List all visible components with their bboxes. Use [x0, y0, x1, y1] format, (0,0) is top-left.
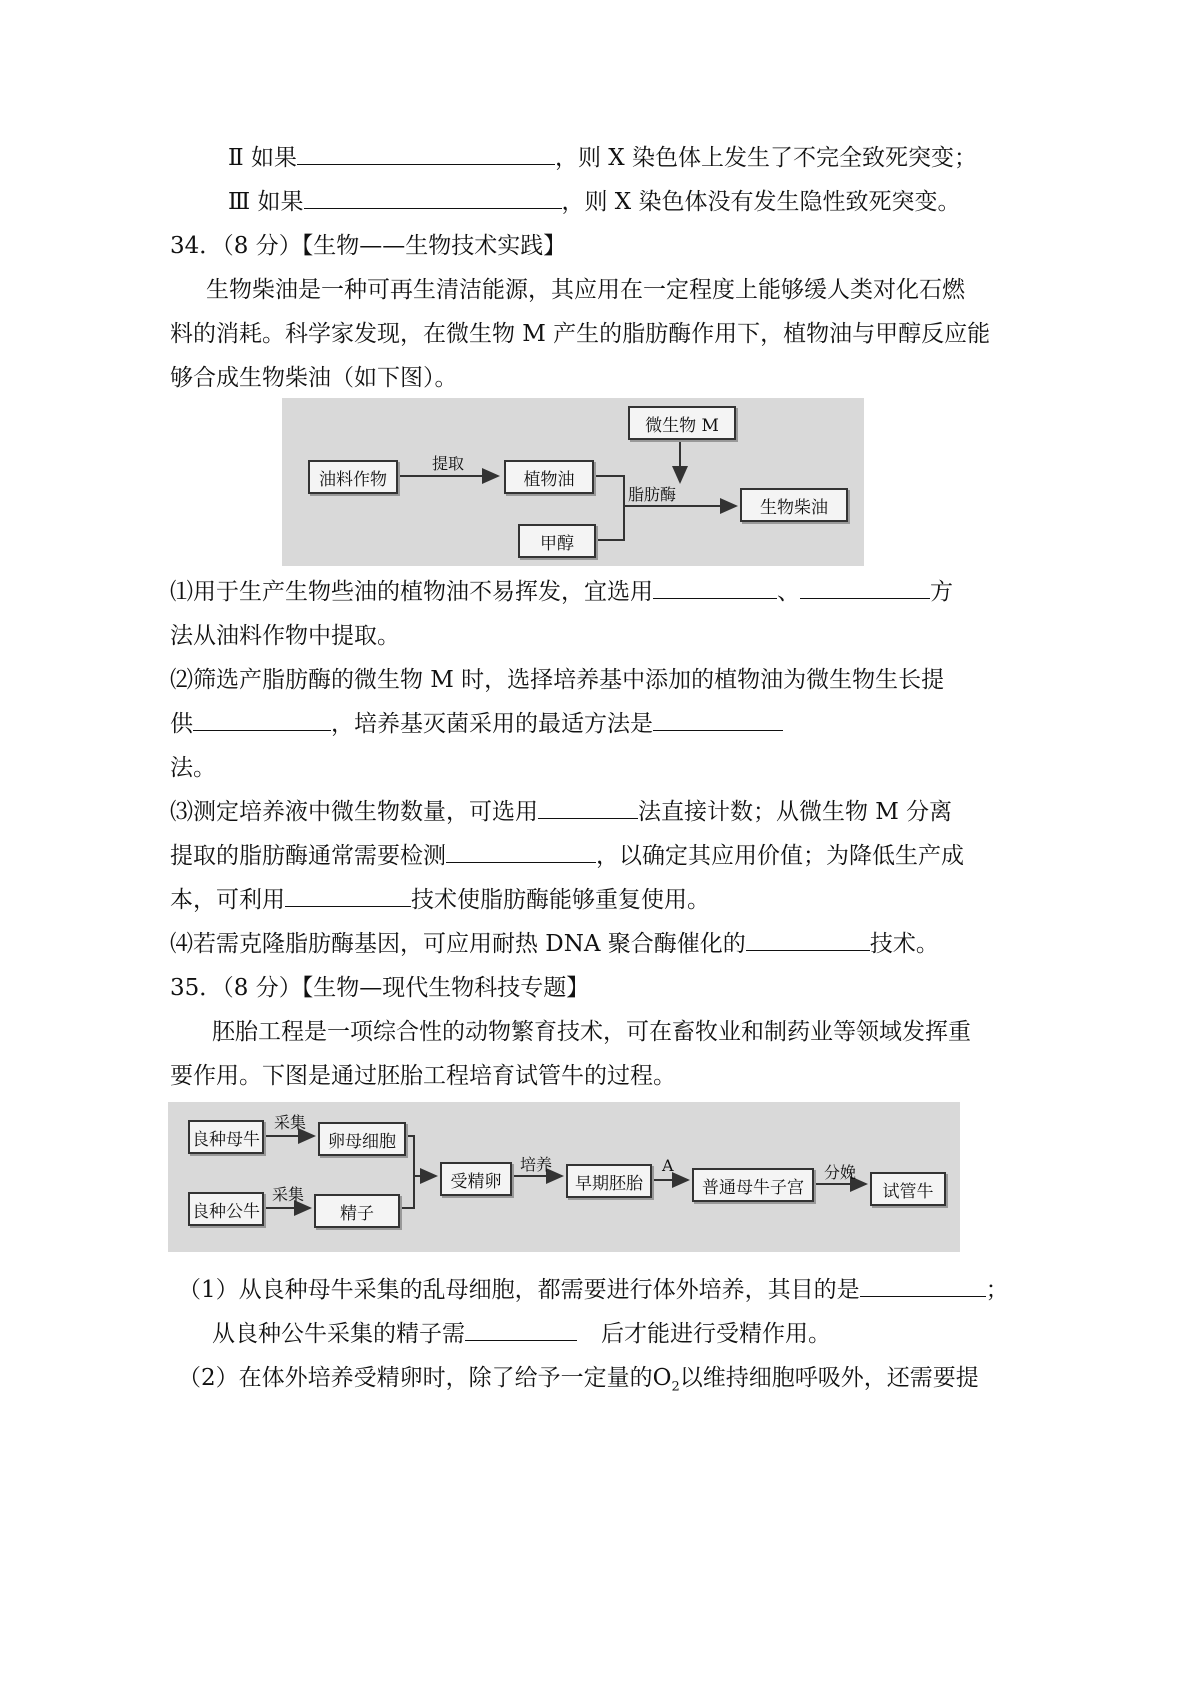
q33-line2-suffix: ，则 X 染色体上发生了不完全致死突变； [554, 145, 977, 171]
q35-q1-text-c: 从良种公牛采集的精子需 [212, 1321, 465, 1347]
q34-intro-3: 够合成生物柴油（如下图）。 [170, 365, 458, 391]
q35-q1-text-a: （1）从良种母牛采集的乱母细胞，都需要进行体外培养，其目的是 [178, 1277, 860, 1303]
node-zygote: 受精卵 [440, 1162, 512, 1196]
biodiesel-diagram [282, 398, 864, 566]
node-elite-bull: 良种公牛 [188, 1192, 264, 1226]
answer-blank[interactable] [746, 928, 870, 951]
q34-sub4 [170, 928, 939, 960]
q34-heading: 34．（8 分）【生物——生物技术实践】 [170, 233, 567, 259]
answer-blank[interactable] [538, 796, 638, 819]
q34-q3-text-b: 法直接计数；从微生物 M 分离 [638, 799, 953, 825]
q34-sub3-line2 [170, 840, 964, 872]
q35-q1-text-b: ； [985, 1277, 1009, 1303]
node-microbe-m: 微生物 M [628, 406, 736, 440]
node-methanol: 甲醇 [518, 524, 596, 558]
node-oil-crop: 油料作物 [308, 460, 398, 494]
answer-blank[interactable] [446, 840, 596, 863]
label-extract: 提取 [432, 454, 465, 473]
q34-sub1-line1 [170, 576, 953, 608]
oxygen-subscript: 2 [671, 1379, 680, 1395]
q34-intro-2: 料的消耗。科学家发现，在微生物 M 产生的脂肪酶作用下，植物油与甲醇反应能 [170, 321, 991, 347]
q33-line-3 [228, 186, 961, 218]
node-biodiesel: 生物柴油 [740, 488, 848, 522]
label-culture: 培养 [520, 1155, 553, 1174]
q34-q2-mid: ，培养基灭菌采用的最适方法是 [331, 711, 653, 737]
node-early-embryo: 早期胚胎 [566, 1164, 652, 1198]
q33-line-2 [228, 142, 977, 174]
oxygen-symbol: O [652, 1365, 672, 1391]
answer-blank[interactable] [193, 708, 331, 731]
q34-sub3-line1 [170, 796, 952, 828]
answer-blank[interactable] [465, 1318, 577, 1341]
node-test-tube-calf: 试管牛 [870, 1172, 946, 1206]
node-elite-cow: 良种母牛 [188, 1120, 264, 1154]
q35-q1-text-d: 后才能进行受精作用。 [601, 1321, 831, 1347]
q34-q4-text-a: ⑷若需克隆脂肪酶基因，可应用耐热 DNA 聚合酶催化的 [170, 931, 746, 957]
q34-q3-text-d: ，以确定其应用价值；为降低生产成 [596, 843, 964, 869]
q34-sub2-line1: ⑵筛选产脂肪酶的微生物 M 时，选择培养基中添加的植物油为微生物生长提 [170, 667, 945, 693]
q34-q3-text-e: 本，可利用 [170, 887, 285, 913]
merge-bracket [594, 476, 624, 540]
label-collect-egg: 采集 [274, 1113, 307, 1132]
q34-q2-prefix: 供 [170, 711, 193, 737]
q34-q1-tail: 方 [930, 579, 953, 605]
q34-intro-1: 生物柴油是一种可再生清洁能源，其应用在一定程度上能够缓人类对化石燃 [206, 277, 965, 303]
q34-q4-text-b: 技术。 [869, 931, 939, 957]
q35-sub1-line1 [178, 1274, 1009, 1306]
node-vegetable-oil: 植物油 [504, 460, 594, 494]
q34-q3-text-c: 提取的脂肪酶通常需要检测 [170, 843, 446, 869]
q35-q2-text-b: 以维持细胞呼吸外，还需要提 [679, 1365, 979, 1391]
node-recipient-uterus: 普通母牛子宫 [692, 1168, 814, 1202]
label-step-a: A [662, 1156, 674, 1175]
node-sperm: 精子 [314, 1194, 400, 1228]
q35-q2-text-a: （2）在体外培养受精卵时，除了给予一定量的 [178, 1365, 653, 1391]
q33-line3-prefix: Ⅲ 如果 [228, 189, 304, 215]
label-lipase: 脂肪酶 [628, 485, 677, 504]
q33-line2-prefix: Ⅱ 如果 [228, 145, 297, 171]
answer-blank[interactable] [860, 1274, 986, 1297]
q33-line3-suffix: ，则 X 染色体没有发生隐性致死突变。 [561, 189, 961, 215]
answer-blank[interactable] [653, 708, 783, 731]
q34-q3-text-a: ⑶测定培养液中微生物数量，可选用 [170, 799, 538, 825]
q34-q1-text: ⑴用于生产生物些油的植物油不易挥发，宜选用 [170, 579, 653, 605]
q34-sub2-line2 [170, 708, 783, 740]
q34-sub1-line2: 法从油料作物中提取。 [170, 623, 400, 649]
node-oocyte: 卵母细胞 [318, 1122, 406, 1156]
answer-blank[interactable] [653, 576, 777, 599]
embryo-diagram [168, 1102, 960, 1252]
label-collect-sperm: 采集 [272, 1185, 305, 1204]
answer-blank[interactable] [304, 186, 562, 209]
q35-sub1-line2 [212, 1318, 831, 1350]
q35-heading: 35．（8 分）【生物—现代生物科技专题】 [170, 975, 590, 1001]
q34-sub2-line3: 法。 [170, 755, 216, 781]
q34-q1-sep: 、 [777, 579, 800, 605]
q35-intro-2: 要作用。下图是通过胚胎工程培育试管牛的过程。 [170, 1063, 676, 1089]
answer-blank[interactable] [285, 884, 411, 907]
answer-blank[interactable] [800, 576, 930, 599]
q35-intro-1: 胚胎工程是一项综合性的动物繁育技术，可在畜牧业和制药业等领域发挥重 [212, 1019, 971, 1045]
answer-blank[interactable] [297, 142, 555, 165]
q35-sub2-line1 [178, 1362, 979, 1404]
label-birth: 分娩 [824, 1163, 857, 1182]
q34-sub3-line3 [170, 884, 710, 916]
q34-q3-text-f: 技术使脂肪酶能够重复使用。 [411, 887, 710, 913]
